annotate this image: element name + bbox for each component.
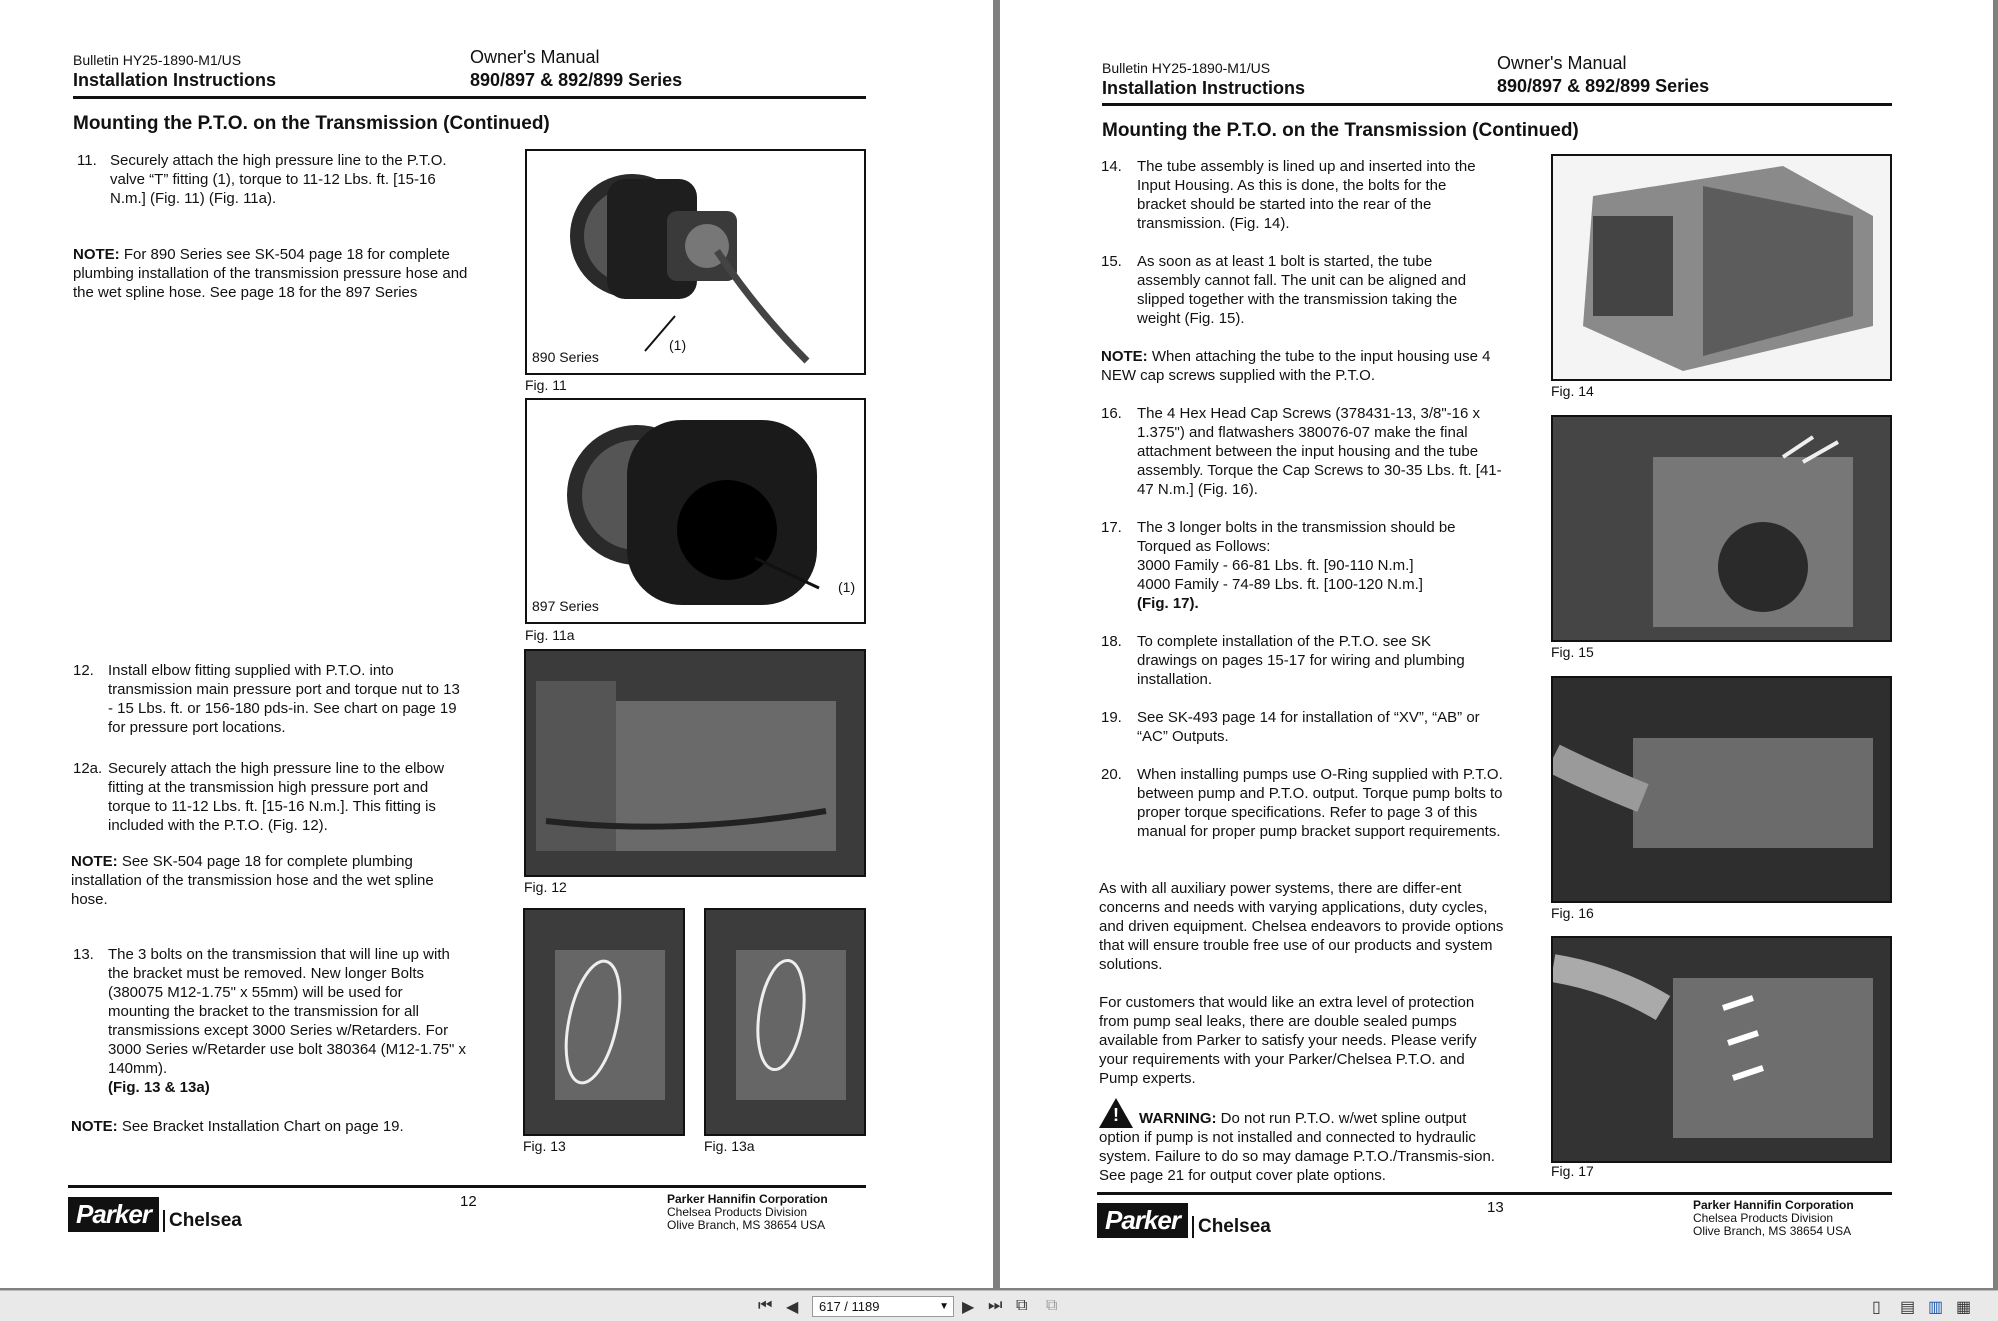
- parker-chelsea-logo: [68, 1197, 242, 1232]
- figure-15-photo: [1551, 415, 1892, 642]
- step-number: 11.: [77, 152, 97, 169]
- header-rule: [73, 96, 866, 99]
- figure-12-caption: Fig. 12: [524, 879, 567, 895]
- company-name: Parker Hannifin Corporation: [667, 1192, 828, 1206]
- footer-rule: [1097, 1192, 1892, 1195]
- page-13: [1000, 0, 1993, 1288]
- figure-14-photo: [1551, 154, 1892, 381]
- header-right-block: [470, 47, 682, 91]
- warning-triangle-icon: !: [1099, 1098, 1133, 1128]
- chevron-down-icon[interactable]: ▼: [939, 1301, 949, 1312]
- logo-chelsea: Chelsea: [163, 1210, 242, 1232]
- figure-13a-caption: Fig. 13a: [704, 1138, 755, 1154]
- step-19: [1101, 708, 1491, 746]
- torque-3000-family: 3000 Family - 66-81 Lbs. ft. [90-110 N.m.]: [1137, 557, 1414, 574]
- next-page-icon[interactable]: ▶: [962, 1299, 975, 1316]
- manual-title: Owner's Manual: [1497, 53, 1627, 73]
- city-line: Olive Branch, MS 38654 USA: [667, 1218, 826, 1232]
- copy-page-icon[interactable]: ⧉: [1016, 1297, 1028, 1314]
- figure-13-photo: [523, 908, 685, 1136]
- logo-parker: Parker: [68, 1197, 159, 1232]
- step-text: See SK-493 page 14 for installation of “XV”, “AB” or “AC” Outputs.: [1137, 709, 1480, 745]
- installation-heading: Installation Instructions: [73, 70, 277, 90]
- bulletin-number: Bulletin HY25-1890-M1/US: [73, 52, 242, 68]
- transmission-photo-illustration: [526, 651, 866, 877]
- bolt-location-illustration: [525, 910, 685, 1136]
- step-18: [1101, 632, 1491, 689]
- bulletin-number: Bulletin HY25-1890-M1/US: [1102, 60, 1271, 76]
- step-text: Install elbow fitting supplied with P.T.O. into transmission main pressure port and torque nut to 13 - 15 Lbs. ft. or 156-180 pds-in. See chart on page 19 for pressure port locations.: [108, 662, 460, 736]
- first-page-icon[interactable]: ⏮: [758, 1297, 773, 1314]
- torque-4000-family: 4000 Family - 74-89 Lbs. ft. [100-120 N.m.]: [1137, 576, 1423, 593]
- note-text: When attaching the tube to the input housing use 4 NEW cap screws supplied with the P.T.O.: [1101, 348, 1491, 384]
- two-page-continuous-icon[interactable]: ▦: [1956, 1299, 1972, 1316]
- step-15: [1101, 252, 1491, 328]
- note-1: [1101, 347, 1506, 385]
- step-text: The tube assembly is lined up and inserted into the Input Housing. As this is done, the bolts for the bracket should be started into the rear of the transmission. (Fig. 14).: [1137, 158, 1476, 232]
- step-11: [77, 151, 467, 208]
- figure-14-caption: Fig. 14: [1551, 383, 1594, 399]
- parker-chelsea-logo: [1097, 1203, 1271, 1238]
- manual-title: Owner's Manual: [470, 47, 600, 67]
- note-label: NOTE:: [1101, 348, 1148, 365]
- section-title: Mounting the P.T.O. on the Transmission (Continued): [1102, 120, 1579, 141]
- step-number: 18.: [1101, 633, 1122, 650]
- step-text: When installing pumps use O-Ring supplied with P.T.O. between pump and P.T.O. output. Torque pump bolts to proper torque specifications. Refer to page 3 of this manual for proper pump bracket support requirements.: [1137, 766, 1503, 840]
- paragraph-auxiliary-systems: As with all auxiliary power systems, there are differ-ent concerns and needs with varying applications, duty cycles, and driven equipment. Chelsea endeavors to provide options that will ensure trouble free use of our products and system solutions.: [1099, 880, 1504, 973]
- logo-parker: Parker: [1097, 1203, 1188, 1238]
- header-rule: [1102, 103, 1892, 106]
- page-12: [0, 0, 993, 1288]
- step-text: Securely attach the high pressure line to the elbow fitting at the transmission high pressure port and torque to 11-12 Lbs. ft. [15-16 N.m.]. This fitting is included with the P.T.O. (Fig. 12).: [108, 760, 445, 834]
- previous-page-icon[interactable]: ◀: [786, 1299, 799, 1316]
- step-number: 17.: [1101, 519, 1122, 536]
- step-12a: [73, 759, 468, 835]
- warning-notice: [1099, 1098, 1504, 1185]
- step-16: [1101, 404, 1506, 499]
- step-20: [1101, 765, 1506, 841]
- figure-13a-photo: [704, 908, 866, 1136]
- step-text: As soon as at least 1 bolt is started, the tube assembly cannot fall. The unit can be aligned and slipped together with the transmission taking the weight (Fig. 15).: [1137, 253, 1467, 327]
- step-number: 19.: [1101, 709, 1122, 726]
- note-2: [71, 852, 466, 909]
- pto-897-illustration: [527, 400, 866, 624]
- note-3: [71, 1117, 466, 1136]
- paste-page-icon[interactable]: ⧉: [1046, 1297, 1058, 1314]
- company-name: Parker Hannifin Corporation: [1693, 1198, 1854, 1212]
- two-page-view-icon[interactable]: ▥: [1928, 1299, 1944, 1316]
- figure-16-caption: Fig. 16: [1551, 905, 1594, 921]
- warning-text: Do not run P.T.O. w/wet spline output option if pump is not installed and connected to hydraulic system. Failure to do so may damage P.T.O./Transmis-sion. See page 21 for output cover plate options.: [1099, 1110, 1495, 1184]
- cap-screw-illustration: [1553, 678, 1892, 903]
- figure-11-series-label: 890 Series: [532, 349, 599, 365]
- single-page-view-icon[interactable]: ▯: [1872, 1299, 1881, 1316]
- note-text: See SK-504 page 18 for complete plumbing installation of the transmission hose and the wet spline hose.: [71, 853, 434, 908]
- figure-11-callout: (1): [669, 337, 687, 353]
- step-text: The 3 longer bolts in the transmission should be Torqued as Follows:: [1137, 519, 1456, 555]
- continuous-view-icon[interactable]: ▤: [1900, 1299, 1916, 1316]
- step-text: To complete installation of the P.T.O. see SK drawings on pages 15-17 for wiring and plumbing installation.: [1137, 633, 1465, 688]
- figure-11-frame: [525, 149, 866, 375]
- figure-12-photo: [524, 649, 866, 877]
- paragraph-double-sealed-pumps: For customers that would like an extra level of protection from pump seal leaks, there are double sealed pumps available from Parker to satisfy your needs. Please verify your requirements with your Parker/Chelsea P.T.O. and Pump experts.: [1099, 994, 1477, 1087]
- figure-16-photo: [1551, 676, 1892, 903]
- step-12: [73, 661, 468, 737]
- step-text: The 3 bolts on the transmission that will line up with the bracket must be removed. New longer Bolts (380075 M12-1.75" x 55mm) will be used for mounting the bracket to the transmission for all transmissions except 3000 Series w/Retarders. For 3000 Series w/Retarder use bolt 380364 (M12-1.75" x 140mm).: [108, 946, 467, 1077]
- step-14: [1101, 157, 1491, 233]
- housing-alignment-illustration: [1553, 417, 1892, 642]
- warning-label: WARNING:: [1139, 1110, 1217, 1127]
- page-number: 12: [460, 1193, 477, 1210]
- city-line: Olive Branch, MS 38654 USA: [1693, 1224, 1852, 1238]
- step-number: 13.: [73, 946, 94, 963]
- step-number: 20.: [1101, 766, 1122, 783]
- figure-11a-frame: [525, 398, 866, 624]
- note-label: NOTE:: [71, 1118, 118, 1135]
- figure-11a-series-label: 897 Series: [532, 598, 599, 614]
- pto-890-illustration: [527, 151, 866, 375]
- installation-heading: Installation Instructions: [1102, 78, 1306, 98]
- section-title: Mounting the P.T.O. on the Transmission (Continued): [73, 113, 550, 134]
- bolt-location-illustration: [706, 910, 866, 1136]
- note-text: For 890 Series see SK-504 page 18 for complete plumbing installation of the transmission pressure hose and the wet spline hose. See page 18 for the 897 Series: [73, 246, 468, 301]
- step-number: 12a.: [73, 760, 103, 777]
- figure-17-photo: [1551, 936, 1892, 1163]
- last-page-icon[interactable]: ⏭: [988, 1297, 1003, 1314]
- page-number-selector[interactable]: [812, 1296, 954, 1317]
- series-title: 890/897 & 892/899 Series: [1497, 76, 1710, 96]
- step-number: 12.: [73, 662, 94, 679]
- figure-13-caption: Fig. 13: [523, 1138, 566, 1154]
- footer-rule: [68, 1185, 866, 1188]
- step-number: 15.: [1101, 253, 1122, 270]
- division-name: Chelsea Products Division: [667, 1205, 808, 1219]
- figure-11-caption: Fig. 11: [525, 377, 567, 393]
- page-indicator-text: 617 / 1189: [819, 1299, 880, 1314]
- header-left-block: [1102, 60, 1305, 99]
- figure-11a-caption: Fig. 11a: [525, 627, 575, 643]
- transmission-illustration: [1553, 156, 1892, 381]
- step-13: [73, 945, 468, 1097]
- long-bolt-illustration: [1553, 938, 1892, 1163]
- viewer-toolbar: [0, 1290, 1998, 1321]
- header-right-block: [1497, 53, 1709, 97]
- step-number: 16.: [1101, 405, 1122, 422]
- figure-15-caption: Fig. 15: [1551, 644, 1594, 660]
- page-number: 13: [1487, 1199, 1504, 1216]
- step-17: [1101, 518, 1506, 613]
- step-text: The 4 Hex Head Cap Screws (378431-13, 3/8"-16 x 1.375") and flatwashers 380076-07 make the final attachment between the input housing and the tube assembly. Torque the Cap Screws to 30-35 Lbs. ft. [41-47 N.m.] (Fig. 16).: [1137, 405, 1502, 498]
- company-address: [667, 1193, 828, 1232]
- figure-17-caption: Fig. 17: [1551, 1163, 1594, 1179]
- figure-reference: (Fig. 17).: [1137, 595, 1199, 612]
- step-number: 14.: [1101, 158, 1122, 175]
- figure-11a-callout: (1): [838, 579, 856, 595]
- header-left-block: [73, 52, 276, 91]
- note-label: NOTE:: [71, 853, 118, 870]
- note-text: See Bracket Installation Chart on page 19.: [117, 1118, 404, 1135]
- figure-reference: (Fig. 13 & 13a): [108, 1079, 210, 1096]
- division-name: Chelsea Products Division: [1693, 1211, 1834, 1225]
- series-title: 890/897 & 892/899 Series: [470, 70, 683, 90]
- note-label: NOTE:: [73, 246, 120, 263]
- company-address: [1693, 1199, 1854, 1238]
- step-text: Securely attach the high pressure line to the P.T.O. valve “T” fitting (1), torque to 11-12 Lbs. ft. [15-16 N.m.] (Fig. 11) (Fig. 11a).: [110, 152, 447, 207]
- note-1: [73, 245, 473, 302]
- logo-chelsea: Chelsea: [1192, 1216, 1271, 1238]
